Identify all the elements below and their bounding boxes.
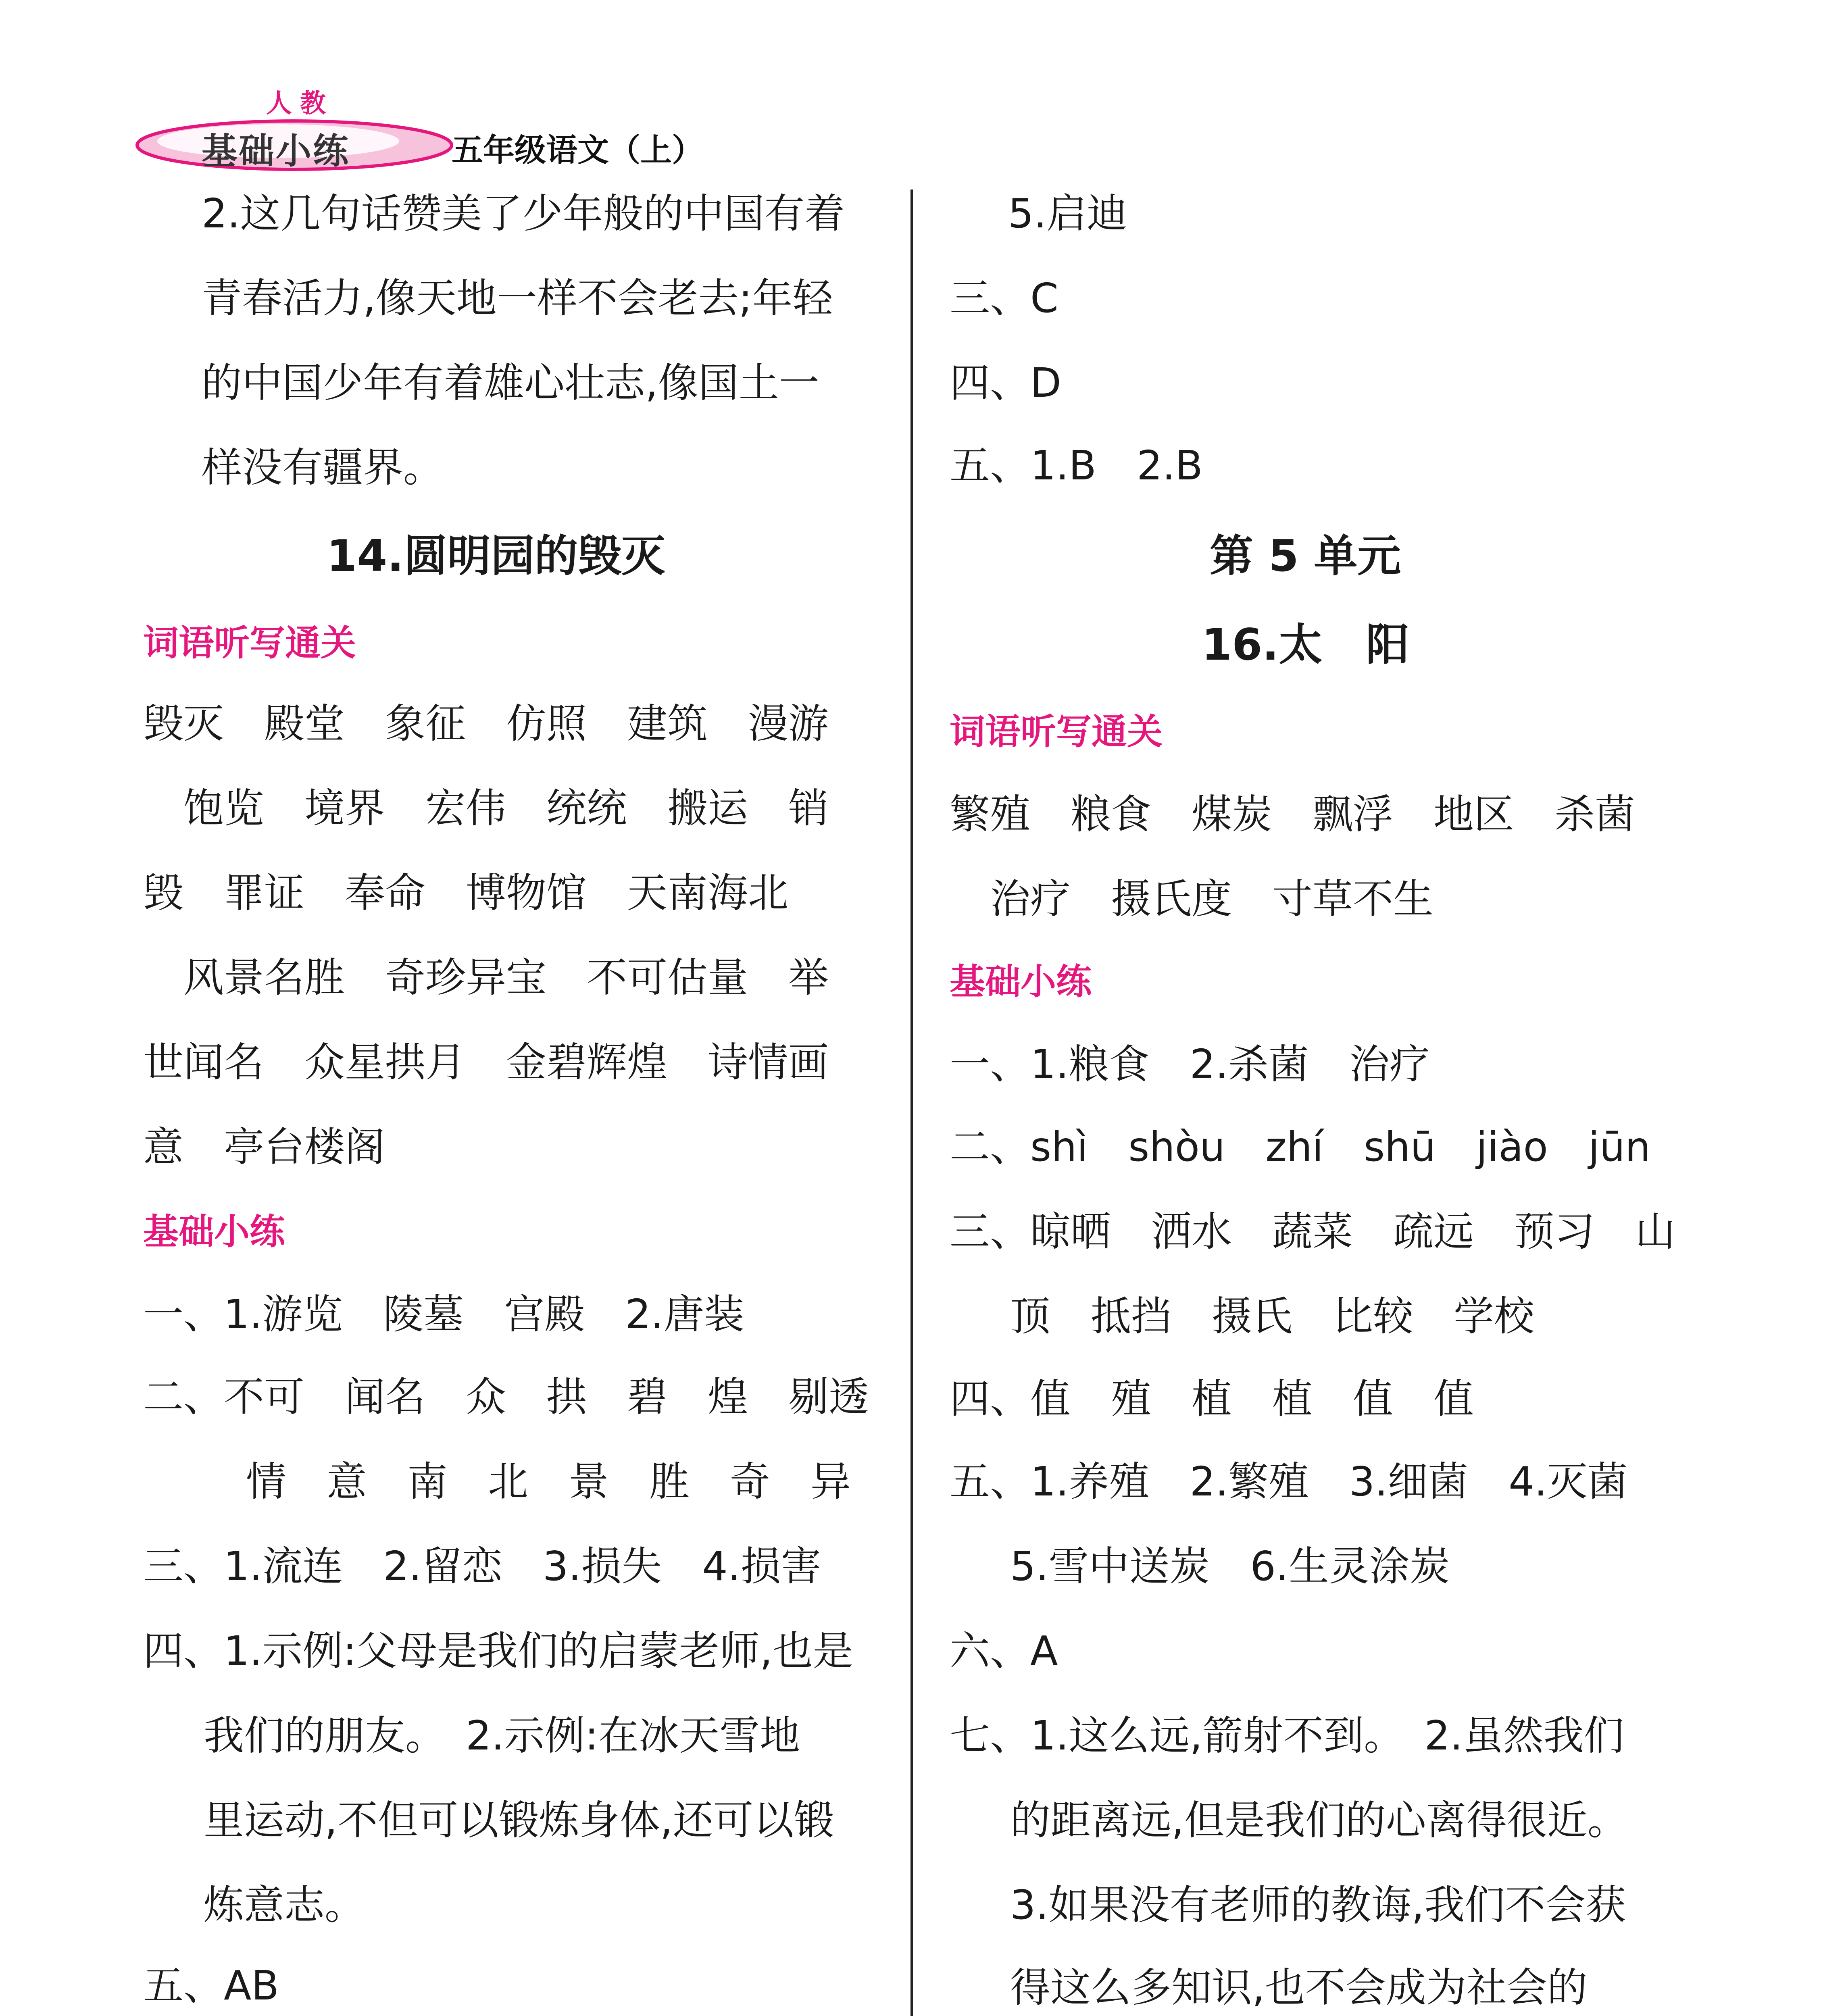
publisher-label: 人教	[266, 89, 334, 119]
answer-line: 一、1.粮食 2.杀菌 治疗	[950, 1041, 1430, 1088]
answer-line: 四、值 殖 植 植 值 值	[950, 1375, 1474, 1422]
answer-line: 一、1.游览 陵墓 宫殿 2.唐装	[143, 1291, 744, 1338]
answer-line: 六、A	[950, 1627, 1058, 1674]
answer-line: 炼意志。	[204, 1881, 365, 1929]
answer-line: 青春活力,像天地一样不会老去;年轻	[202, 275, 833, 322]
answer-line: 五、1.B 2.B	[950, 442, 1203, 489]
word-line: 治疗 摄氏度 寸草不生	[990, 875, 1433, 923]
answer-line: 三、晾晒 洒水 蔬菜 疏远 预习 山	[950, 1208, 1675, 1255]
answer-line: 2.这几句话赞美了少年般的中国有着	[202, 190, 845, 237]
word-line: 毁 罪证 奉命 博物馆 天南海北	[143, 869, 788, 916]
words-heading: 词语听写通关	[143, 622, 356, 664]
answer-line: 情 意 南 北 景 胜 奇 异	[246, 1458, 851, 1505]
lesson-16-title: 16.太 阳	[1202, 620, 1410, 670]
answer-line: 5.启迪	[1008, 190, 1127, 237]
answer-line: 五、1.养殖 2.繁殖 3.细菌 4.灭菌	[950, 1458, 1628, 1505]
series-title: 基础小练	[202, 130, 350, 172]
unit-title: 第 5 单元	[1210, 531, 1401, 581]
answer-line: 5.雪中送炭 6.生灵涂炭	[1010, 1543, 1450, 1590]
answer-line: 四、1.示例:父母是我们的启蒙老师,也是	[143, 1627, 853, 1674]
word-line: 饱览 境界 宏伟 统统 搬运 销	[183, 785, 829, 832]
answer-line: 样没有疆界。	[202, 444, 444, 491]
word-line: 世闻名 众星拱月 金碧辉煌 诗情画	[143, 1039, 829, 1086]
practice-heading: 基础小练	[143, 1211, 285, 1252]
column-divider	[910, 190, 913, 2016]
answer-line: 的中国少年有着雄心壮志,像国土一	[202, 359, 819, 406]
word-line: 意 亭台楼阁	[143, 1123, 385, 1170]
answer-line: 三、1.流连 2.留恋 3.损失 4.损害	[143, 1543, 821, 1590]
words-heading: 词语听写通关	[950, 711, 1163, 752]
answer-line: 二、不可 闻名 众 拱 碧 煌 剔透	[143, 1373, 869, 1420]
practice-heading: 基础小练	[950, 961, 1092, 1002]
word-line: 毁灭 殿堂 象征 仿照 建筑 漫游	[143, 700, 829, 747]
answer-line: 二、shì shòu zhí shū jiào jūn	[950, 1123, 1651, 1170]
answer-line: 四、D	[950, 359, 1062, 406]
answer-line: 得这么多知识,也不会成为社会的	[1010, 1964, 1588, 2011]
word-line: 风景名胜 奇珍异宝 不可估量 举	[183, 954, 829, 1001]
answer-line: 我们的朋友。 2.示例:在冰天雪地	[204, 1712, 800, 1759]
answer-line: 三、C	[950, 275, 1058, 322]
answer-line: 顶 抵挡 摄氏 比较 学校	[1010, 1293, 1534, 1340]
answer-line: 的距离远,但是我们的心离得很近。	[1010, 1797, 1628, 1844]
answer-line: 里运动,不但可以锻炼身体,还可以锻	[204, 1797, 834, 1844]
answer-line: 五、AB	[143, 1962, 279, 2009]
answer-line: 七、1.这么远,箭射不到。 2.虽然我们	[950, 1712, 1624, 1759]
word-line: 繁殖 粮食 煤炭 飘浮 地区 杀菌	[950, 791, 1635, 838]
lesson-14-title: 14.圆明园的毁灭	[327, 531, 665, 581]
answer-line: 3.如果没有老师的教诲,我们不会获	[1010, 1881, 1626, 1929]
book-title: 五年级语文（上）	[452, 132, 704, 169]
